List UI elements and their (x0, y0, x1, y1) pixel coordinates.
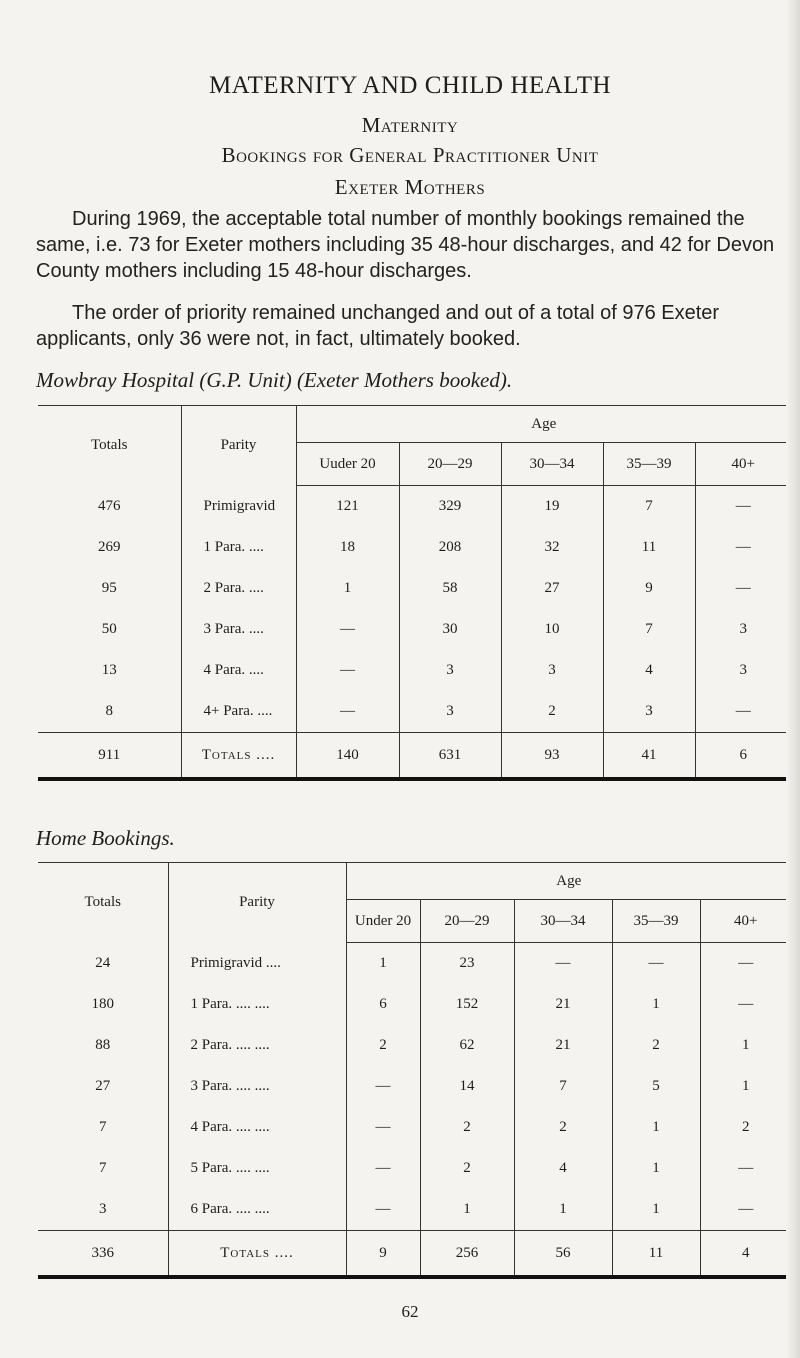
cell-age: 14 (420, 1066, 514, 1107)
table-row (38, 486, 791, 528)
table-row (38, 691, 791, 733)
cell-age: 1 (612, 1107, 700, 1148)
cell-age: 30 (399, 609, 501, 650)
cell-age: 32 (501, 527, 603, 568)
cell-age: 7 (603, 609, 695, 650)
cell-age: 4 (700, 1231, 791, 1278)
cell-parity: Primigravid (181, 486, 296, 528)
cell-parity: 3 Para. .... .... (168, 1066, 346, 1107)
age-group-header: 35—39 (612, 900, 700, 943)
paragraph-1: During 1969, the acceptable total number of monthly bookings remained the same, i.e. 73 for Exeter mothers including 35 48-hour discharges, and 42 for Devon County mothers including 15 48-hour discharges. (36, 208, 775, 282)
cell-total: 336 (38, 1231, 168, 1278)
cell-total: 50 (101, 621, 117, 637)
page-title: MATERNITY AND CHILD HEALTH (208, 72, 612, 99)
cell-total: 13 (101, 662, 117, 678)
cell-age: 19 (501, 486, 603, 528)
header-age: Age (296, 406, 791, 443)
cell-parity: 1 Para. .... .... (168, 984, 346, 1025)
cell-total: 24 (95, 954, 111, 971)
section-title: Maternity (361, 113, 459, 137)
cell-age: — (695, 568, 791, 609)
header-parity: Parity (168, 863, 346, 943)
cell-parity: 2 Para. .... (181, 568, 296, 609)
header-parity: Parity (181, 406, 296, 486)
cell-parity: 3 Para. .... (181, 609, 296, 650)
age-group-header: 20—29 (420, 900, 514, 943)
cell-age: 10 (501, 609, 603, 650)
age-group-header: 40+ (695, 443, 791, 486)
cell-parity: 4+ Para. .... (181, 691, 296, 733)
totals-row (38, 1231, 791, 1278)
cell-age: 1 (700, 1025, 791, 1066)
table-row (38, 568, 791, 609)
cell-age: — (346, 1066, 420, 1107)
cell-age: 93 (501, 733, 603, 780)
cell-age: 2 (346, 1025, 420, 1066)
cell-age: 2 (612, 1025, 700, 1066)
cell-age: 121 (296, 486, 399, 528)
header-totals: Totals (91, 437, 128, 454)
age-group-header: Uuder 20 (296, 443, 399, 486)
cell-total: 27 (95, 1078, 111, 1094)
table-row (38, 527, 791, 568)
cell-age: — (695, 691, 791, 733)
table-row (38, 1148, 791, 1189)
page-edge-shadow (786, 0, 800, 1358)
table-row (38, 609, 791, 650)
cell-age: 58 (399, 568, 501, 609)
cell-age: 3 (695, 609, 791, 650)
table1-caption: Mowbray Hospital (G.P. Unit) (Exeter Mothers booked). (36, 368, 513, 392)
cell-age: 256 (420, 1231, 514, 1278)
cell-age: — (296, 609, 399, 650)
cell-total: 269 (98, 539, 121, 555)
header-totals: Totals (84, 894, 121, 911)
cell-age: — (296, 691, 399, 733)
cell-total: 95 (101, 580, 117, 596)
cell-parity: 4 Para. .... .... (168, 1107, 346, 1148)
cell-age: 208 (399, 527, 501, 568)
cell-total: 7 (99, 1119, 107, 1135)
cell-age: — (700, 943, 791, 985)
cell-age: — (346, 1148, 420, 1189)
mowbray-table (38, 405, 791, 781)
cell-age: — (700, 984, 791, 1025)
cell-age: 9 (603, 568, 695, 609)
cell-age: — (346, 1107, 420, 1148)
age-group-header: 40+ (700, 900, 791, 943)
age-group-header: 30—34 (514, 900, 612, 943)
cell-age: 6 (346, 984, 420, 1025)
cell-age: 4 (603, 650, 695, 691)
table-row (38, 1107, 791, 1148)
cell-age: 7 (603, 486, 695, 528)
cell-total: 180 (91, 996, 114, 1012)
paragraph-2: The order of priority remained unchanged and out of a total of 976 Exeter applicants, only 36 were not, in fact, ultimately booked. (36, 302, 720, 350)
table-row (38, 1025, 791, 1066)
cell-age: 62 (420, 1025, 514, 1066)
cell-parity: 4 Para. .... (181, 650, 296, 691)
cell-age: 3 (695, 650, 791, 691)
section-subtitle: Bookings for General Practitioner Unit (221, 143, 599, 167)
cell-age: 27 (501, 568, 603, 609)
table-row (38, 984, 791, 1025)
cell-age: 1 (296, 568, 399, 609)
cell-age: 329 (399, 486, 501, 528)
cell-age: — (695, 527, 791, 568)
cell-age: — (346, 1189, 420, 1231)
cell-age: 3 (501, 650, 603, 691)
cell-age: 56 (514, 1231, 612, 1278)
table-row (38, 1189, 791, 1231)
cell-age: 21 (514, 1025, 612, 1066)
table-row (38, 943, 791, 985)
cell-age: 2 (420, 1148, 514, 1189)
cell-age: 5 (612, 1066, 700, 1107)
cell-age: — (296, 650, 399, 691)
cell-age: 1 (514, 1189, 612, 1231)
cell-total: 3 (99, 1201, 107, 1217)
cell-total: 476 (98, 497, 121, 514)
home-bookings-table (38, 862, 791, 1279)
cell-age: 152 (420, 984, 514, 1025)
cell-age: 2 (514, 1107, 612, 1148)
age-group-header: 20—29 (399, 443, 501, 486)
page-number: 62 (401, 1302, 419, 1321)
cell-age: 3 (603, 691, 695, 733)
age-group-header: 35—39 (603, 443, 695, 486)
section-subtitle-2: Exeter Mothers (334, 175, 486, 199)
age-group-header: Under 20 (346, 900, 420, 943)
cell-age: — (700, 1189, 791, 1231)
table-row (38, 650, 791, 691)
cell-age: 4 (514, 1148, 612, 1189)
cell-parity: 1 Para. .... (181, 527, 296, 568)
cell-age: 7 (514, 1066, 612, 1107)
totals-row (38, 733, 791, 780)
cell-age: 11 (603, 527, 695, 568)
cell-age: 3 (399, 650, 501, 691)
cell-total: 88 (95, 1037, 111, 1053)
cell-parity: 2 Para. .... .... (168, 1025, 346, 1066)
cell-age: 1 (700, 1066, 791, 1107)
cell-age: 1 (420, 1189, 514, 1231)
cell-age: 2 (501, 691, 603, 733)
cell-age: — (514, 943, 612, 985)
cell-total: 8 (105, 703, 113, 719)
cell-age: — (612, 943, 700, 985)
table2-caption: Home Bookings. (36, 826, 175, 850)
cell-total: 911 (38, 733, 181, 780)
cell-age: 631 (399, 733, 501, 780)
cell-age: 1 (612, 1148, 700, 1189)
cell-age: 9 (346, 1231, 420, 1278)
cell-parity: 5 Para. .... .... (168, 1148, 346, 1189)
cell-age: 6 (695, 733, 791, 780)
cell-age: 1 (612, 984, 700, 1025)
header-age: Age (346, 863, 791, 900)
cell-age: 1 (612, 1189, 700, 1231)
cell-age: 140 (296, 733, 399, 780)
cell-age: 21 (514, 984, 612, 1025)
cell-age: 41 (603, 733, 695, 780)
age-group-header: 30—34 (501, 443, 603, 486)
cell-parity: 6 Para. .... .... (168, 1189, 346, 1231)
cell-age: 18 (296, 527, 399, 568)
cell-age: — (700, 1148, 791, 1189)
cell-total: 7 (99, 1160, 107, 1176)
cell-age: — (695, 486, 791, 528)
cell-age: 3 (399, 691, 501, 733)
cell-age: 11 (612, 1231, 700, 1278)
cell-age: 1 (346, 943, 420, 985)
totals-label: Totals .... (181, 733, 296, 780)
cell-age: 23 (420, 943, 514, 985)
table-row (38, 1066, 791, 1107)
totals-label: Totals .... (168, 1231, 346, 1278)
cell-parity: Primigravid .... (168, 943, 346, 985)
cell-age: 2 (700, 1107, 791, 1148)
cell-age: 2 (420, 1107, 514, 1148)
